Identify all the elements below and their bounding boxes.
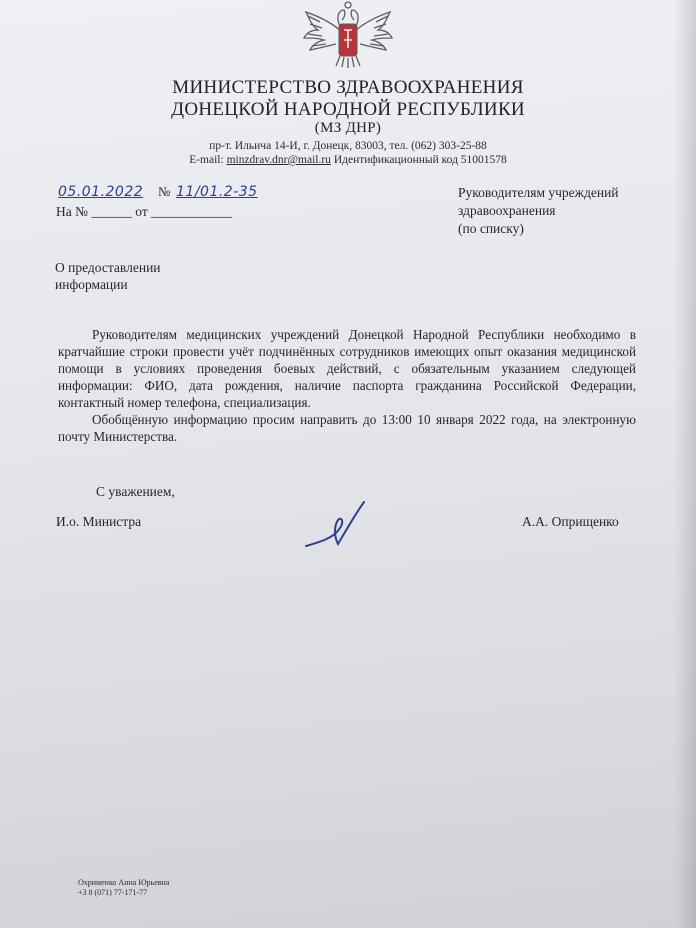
body-paragraph-1: Руководителям медицинских учреждений Донецкой Народной Республики необходимо в кратчайшие строки провести учёт подчинённых сотрудников имеющих опыт оказания медицинской помощи в условиях проведения боевых действий, с обязательным указанием следующей информации: ФИО, дата рождения, наличие паспорта гражданина Российской Федерации, контактный номер телефона, специализация. (58, 327, 636, 410)
handwritten-registration-number: 11/01.2-35 (176, 184, 258, 200)
page-edge-shadow (674, 0, 696, 928)
email-label: E-mail: (189, 154, 224, 166)
letter-body (58, 326, 636, 445)
coat-of-arms-emblem (300, 0, 396, 70)
addressee-line1: Руководителям учреждений (458, 185, 619, 200)
closing-regards: С уважением, (96, 484, 175, 499)
reply-reference-line: На № ______ от ____________ (56, 204, 233, 219)
addressee-line2: здравоохранения (458, 203, 556, 218)
signer-position: И.о. Министра (56, 514, 142, 529)
signer-name: А.А. Оприщенко (522, 514, 619, 529)
ministry-title-line2: ДОНЕЦКОЙ НАРОДНОЙ РЕСПУБЛИКИ (171, 99, 525, 120)
ministry-contacts (140, 154, 556, 166)
subject-line2: информации (55, 277, 128, 292)
email-link[interactable]: minzdrav.dnr@mail.ru (226, 154, 331, 166)
addressee-line3: (по списку) (458, 221, 524, 236)
ministry-address: пр-т. Ильича 14-И, г. Донецк, 83003, тел. (062) 303-25-88 (209, 140, 487, 152)
handwritten-signature (300, 498, 370, 552)
ministry-abbreviation: (МЗ ДНР) (314, 120, 382, 136)
ministry-title-line1: МИНИСТЕРСТВО ЗДРАВООХРАНЕНИЯ (172, 77, 524, 98)
executor-phone: +3 8 (071) 77-171-77 (78, 888, 148, 897)
subject-line1: О предоставлении (55, 260, 161, 275)
identification-code: Идентификационный код 51001578 (333, 154, 507, 166)
handwritten-date: 05.01.2022 (58, 184, 144, 200)
executor-name: Охрименко Анна Юрьевна (78, 878, 170, 887)
number-label: № (158, 184, 171, 199)
body-paragraph-2: Обобщённую информацию просим направить до 13:00 10 января 2022 года, на электронную почту Министерства. (58, 412, 636, 444)
